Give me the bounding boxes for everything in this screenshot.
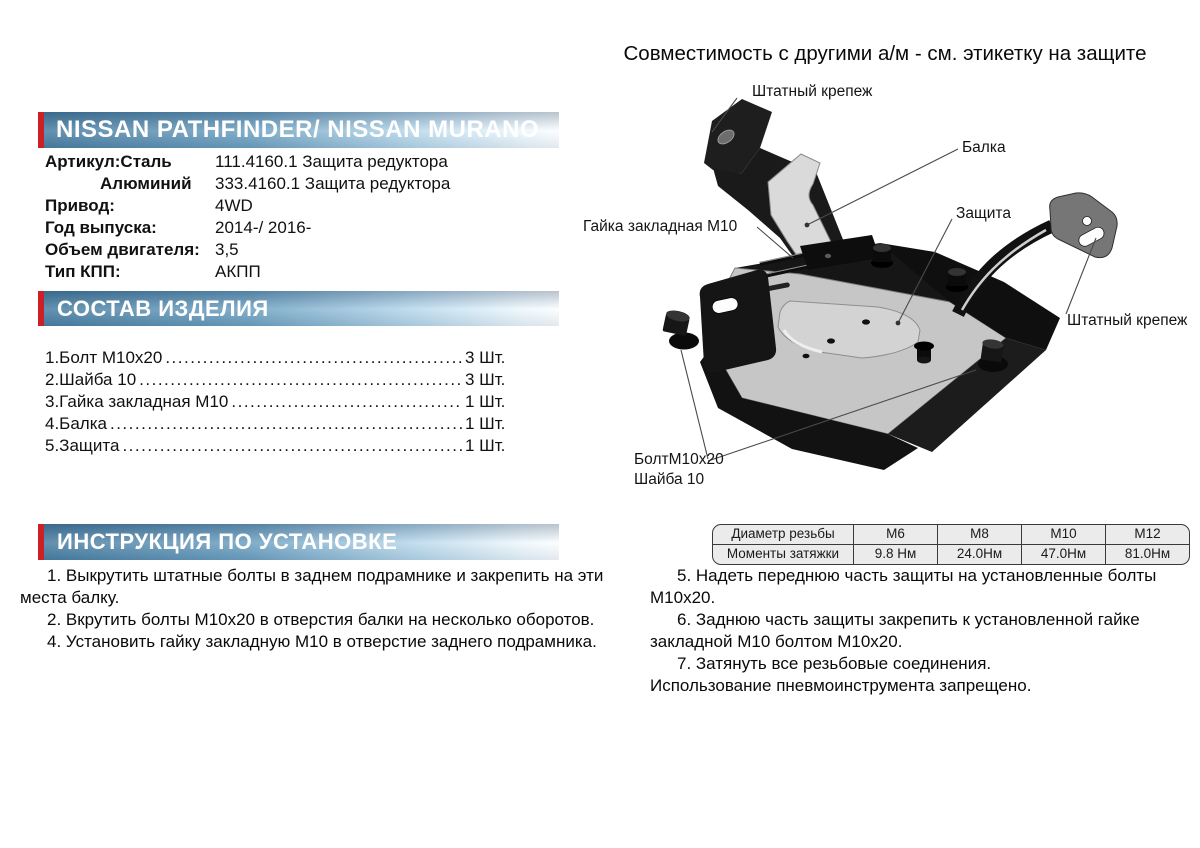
- torque-header-label: Диаметр резьбы: [731, 526, 835, 541]
- spec-label: Объем двигателя:: [45, 240, 200, 259]
- loose-bolt-left: [662, 309, 699, 350]
- dot-leader: [231, 391, 462, 413]
- list-item: [45, 391, 523, 413]
- compatibility-note: Совместимость с другими а/м - см. этикетку на защите: [623, 42, 1147, 65]
- spec-value: 4WD: [215, 196, 253, 215]
- installation-title: ИНСТРУКЦИЯ ПО УСТАНОВКЕ: [57, 529, 398, 554]
- item-qty: 1 Шт.: [465, 392, 506, 411]
- instruction-step: 2. Вкрутить болты М10х20 в отверстия балки на несколько оборотов.: [47, 610, 595, 629]
- spec-row: [45, 151, 550, 173]
- torque-value-row: [713, 544, 1189, 564]
- instruction-note: Использование пневмоинструмента запрещено.: [650, 676, 1032, 695]
- composition-list: [45, 347, 523, 457]
- spec-value: АКПП: [215, 262, 261, 281]
- torque-col: М6: [853, 525, 937, 544]
- item-name: 5.Защита: [45, 436, 120, 455]
- instructions-right-column: [650, 565, 1174, 697]
- label-beam: Балка: [962, 139, 1006, 156]
- dot-leader: [139, 369, 462, 391]
- torque-value: 9.8 Нм: [853, 544, 937, 564]
- list-item: [45, 369, 523, 391]
- item-qty: 1 Шт.: [465, 436, 506, 455]
- item-name: 3.Гайка закладная М10: [45, 392, 229, 411]
- spec-value: 111.4160.1 Защита редуктора: [215, 152, 448, 171]
- instruction-step: 6. Заднюю часть защиты закрепить к установленной гайке закладной М10 болтом М10х20.: [650, 610, 1140, 651]
- leader-dot: [896, 321, 901, 326]
- installation-banner: [38, 524, 559, 560]
- left-flange-part: [700, 270, 776, 373]
- spec-row: [45, 239, 550, 261]
- spec-value: 3,5: [215, 240, 239, 259]
- spec-value: 333.4160.1 Защита редуктора: [215, 174, 451, 193]
- instructions-left-column: [20, 565, 612, 653]
- spec-label: Год выпуска:: [45, 218, 157, 237]
- spec-value: 2014-/ 2016-: [215, 218, 312, 237]
- item-qty: 1 Шт.: [465, 414, 506, 433]
- item-qty: 3 Шт.: [465, 370, 506, 389]
- list-item: [45, 347, 523, 369]
- label-washer: Шайба 10: [634, 471, 705, 488]
- spec-label: Алюминий: [100, 174, 192, 193]
- torque-value: 47.0Нм: [1021, 544, 1105, 564]
- leader-dot: [805, 223, 810, 228]
- spec-row: [45, 173, 550, 195]
- spec-row: [45, 217, 550, 239]
- torque-value: 24.0Нм: [937, 544, 1021, 564]
- item-name: 4.Балка: [45, 414, 107, 433]
- product-title: NISSAN PATHFINDER/ NISSAN MURANO: [56, 116, 540, 143]
- dot-leader: [122, 435, 462, 457]
- spec-label: Тип КПП:: [45, 262, 121, 281]
- torque-row-label: Моменты затяжки: [713, 544, 853, 564]
- label-right-fastener: Штатный крепеж: [1067, 312, 1188, 329]
- label-guard: Защита: [956, 205, 1011, 222]
- label-bolt: БолтМ10х20: [634, 451, 724, 468]
- assembly-diagram: [560, 60, 1200, 510]
- instruction-step: 4. Установить гайку закладную М10 в отверстие заднего подрамника.: [47, 632, 597, 651]
- product-specs: [45, 151, 550, 283]
- product-title-banner: [38, 112, 559, 148]
- instruction-step: 1. Выкрутить штатные болты в заднем подрамнике и закрепить на эти места балку.: [20, 566, 604, 607]
- spec-row: [45, 195, 550, 217]
- list-item: [45, 413, 523, 435]
- spec-label: Артикул:Сталь: [45, 152, 172, 171]
- label-top-fastener: Штатный крепеж: [752, 83, 873, 100]
- torque-value: 81.0Нм: [1105, 544, 1189, 564]
- torque-table: [712, 524, 1190, 565]
- item-name: 1.Болт М10х20: [45, 348, 163, 367]
- torque-col: М8: [937, 525, 1021, 544]
- dot-leader: [110, 413, 462, 435]
- torque-col: М10: [1021, 525, 1105, 544]
- item-qty: 3 Шт.: [465, 348, 506, 367]
- instruction-step: 5. Надеть переднюю часть защиты на установленные болты М10х20.: [650, 566, 1157, 607]
- dot-leader: [165, 347, 462, 369]
- spec-label: Привод:: [45, 196, 115, 215]
- label-embedded-nut: Гайка закладная М10: [583, 218, 738, 235]
- composition-title: СОСТАВ ИЗДЕЛИЯ: [57, 295, 269, 321]
- spec-row: [45, 261, 550, 283]
- item-name: 2.Шайба 10: [45, 370, 137, 389]
- list-item: [45, 435, 523, 457]
- instruction-step: 7. Затянуть все резьбовые соединения.: [677, 654, 992, 673]
- torque-col: М12: [1105, 525, 1189, 544]
- torque-header-row: [713, 525, 1189, 544]
- composition-banner: [38, 291, 559, 326]
